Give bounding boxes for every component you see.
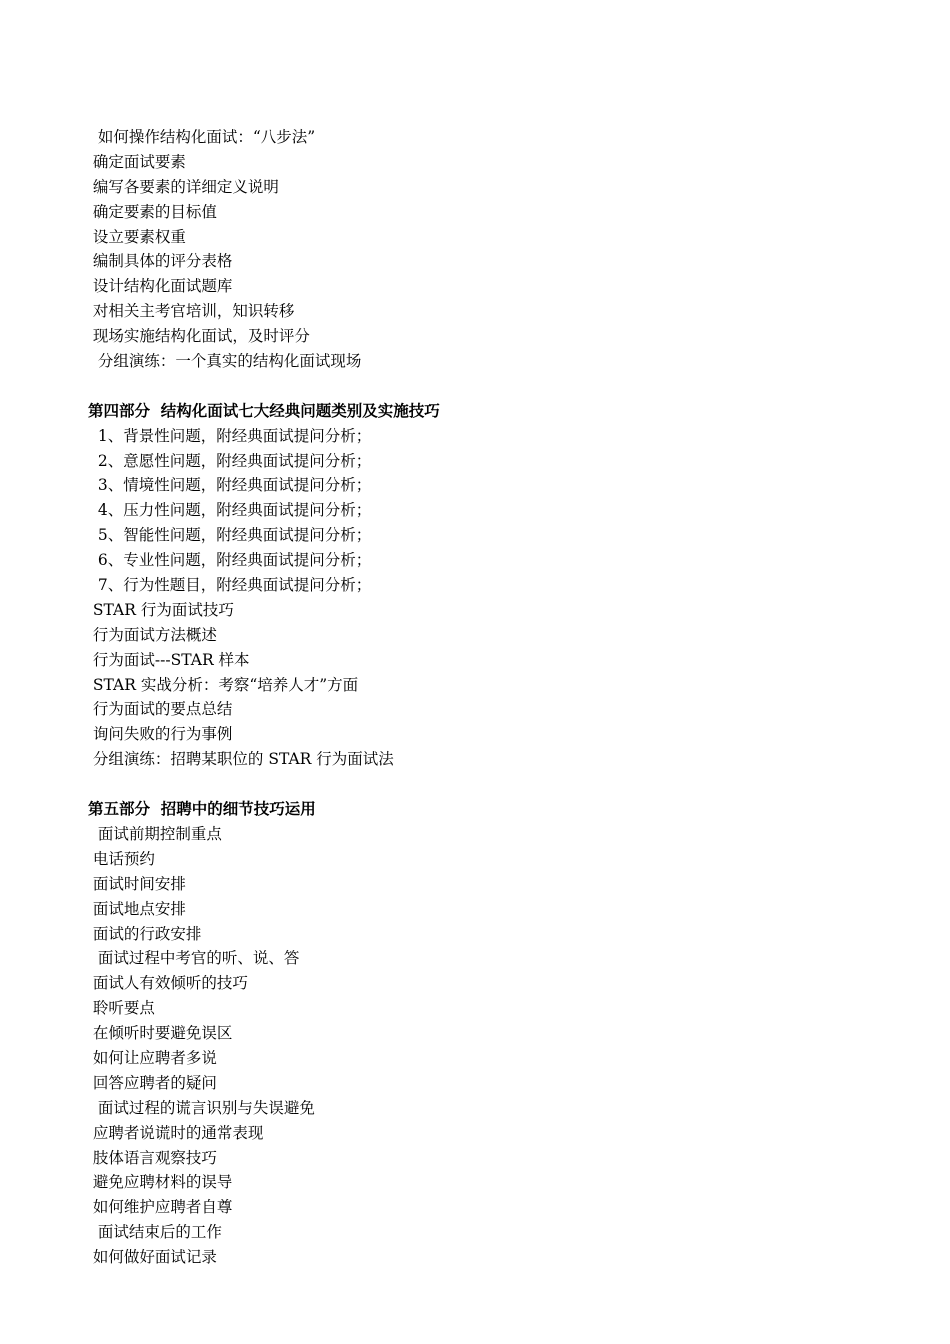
list-item: 分组演练：招聘某职位的 STAR 行为面试法 <box>88 750 394 769</box>
spacer <box>88 772 888 797</box>
list-item: 4、压力性问题，附经典面试提问分析； <box>88 501 372 520</box>
section5-list <box>88 822 888 1270</box>
list-item: 5、智能性问题，附经典面试提问分析； <box>88 526 372 545</box>
list-item: 如何操作结构化面试：“八步法” <box>88 128 316 146</box>
list-item: 1、背景性问题，附经典面试提问分析； <box>88 426 372 445</box>
list-item: 行为面试---STAR 样本 <box>88 650 250 669</box>
list-item: 面试前期控制重点 <box>88 824 222 843</box>
list-item: 询问失败的行为事例 <box>88 725 233 744</box>
list-item: 6、专业性问题，附经典面试提问分析； <box>88 551 372 570</box>
list-item: 面试的行政安排 <box>88 924 202 943</box>
section5-heading: 第五部分 招聘中的细节技巧运用 <box>88 799 316 819</box>
section3-list <box>88 125 888 374</box>
list-item: 面试结束后的工作 <box>88 1223 222 1242</box>
list-item: 如何维护应聘者自尊 <box>88 1198 233 1217</box>
list-item: 避免应聘材料的误导 <box>88 1173 233 1192</box>
list-item: 应聘者说谎时的通常表现 <box>88 1123 264 1142</box>
list-item: 面试过程的谎言识别与失误避免 <box>88 1098 315 1117</box>
list-item: 面试人有效倾听的技巧 <box>88 974 248 993</box>
list-item: 确定面试要素 <box>88 152 186 171</box>
list-item: 肢体语言观察技巧 <box>88 1148 217 1167</box>
list-item: 现场实施结构化面试，及时评分 <box>88 327 310 346</box>
list-item: 2、意愿性问题，附经典面试提问分析； <box>88 451 372 470</box>
list-item: 电话预约 <box>88 849 155 868</box>
list-item: 回答应聘者的疑问 <box>88 1073 217 1092</box>
list-item: 面试地点安排 <box>88 899 186 918</box>
document-body <box>88 125 888 1270</box>
list-item: 在倾听时要避免误区 <box>88 1024 233 1043</box>
list-item: 7、行为性题目，附经典面试提问分析； <box>88 576 372 595</box>
list-item: 编制具体的评分表格 <box>88 252 233 271</box>
list-item: 分组演练：一个真实的结构化面试现场 <box>88 352 362 371</box>
list-item: STAR 实战分析：考察“培养人才”方面 <box>88 675 359 694</box>
list-item: 对相关主考官培训，知识转移 <box>88 302 295 321</box>
section4-heading: 第四部分 结构化面试七大经典问题类别及实施技巧 <box>88 400 440 420</box>
list-item: 面试过程中考官的听、说、答 <box>88 949 300 968</box>
list-item: 确定要素的目标值 <box>88 202 217 221</box>
list-item: 行为面试的要点总结 <box>88 700 233 719</box>
list-item: 如何做好面试记录 <box>88 1248 217 1267</box>
spacer <box>88 374 888 399</box>
list-item: 聆听要点 <box>88 999 155 1018</box>
list-item: STAR 行为面试技巧 <box>88 600 234 619</box>
list-item: 面试时间安排 <box>88 874 186 893</box>
list-item: 行为面试方法概述 <box>88 625 217 644</box>
list-item: 设立要素权重 <box>88 227 186 246</box>
list-item: 设计结构化面试题库 <box>88 277 233 296</box>
list-item: 编写各要素的详细定义说明 <box>88 177 279 196</box>
list-item: 3、情境性问题，附经典面试提问分析； <box>88 476 372 495</box>
list-item: 如何让应聘者多说 <box>88 1048 217 1067</box>
section4-list <box>88 424 888 772</box>
